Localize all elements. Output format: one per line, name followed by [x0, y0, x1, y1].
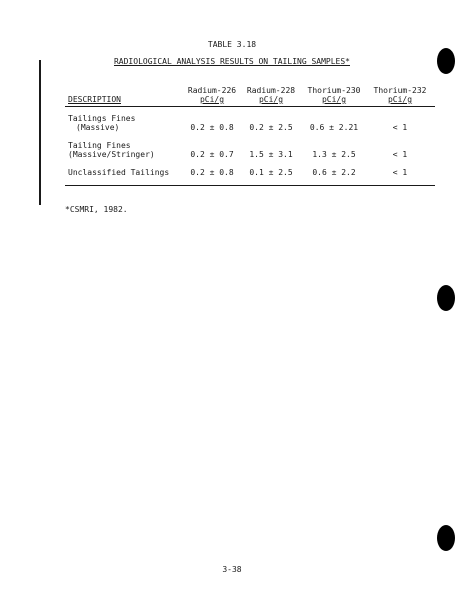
row-2-thorium-232: < 1 — [392, 150, 408, 159]
row-1-radium-226: 0.2 ± 0.8 — [190, 123, 234, 132]
column-unit-radium-228: pCi/g — [258, 95, 284, 104]
column-header-radium-228: Radium-228 — [246, 86, 296, 95]
punch-hole-bottom — [437, 525, 455, 551]
page-number: 3-38 — [222, 565, 242, 574]
row-1-thorium-230: 0.6 ± 2.21 — [309, 123, 359, 132]
table-title: RADIOLOGICAL ANALYSIS RESULTS ON TAILING SAMPLES* — [113, 57, 350, 66]
row-2-label-line1: Tailing Fines — [68, 141, 131, 150]
footnote: *CSMRI, 1982. — [65, 205, 128, 214]
row-3-radium-226: 0.2 ± 0.8 — [190, 168, 234, 177]
row-1-label-line1: Tailings Fines — [68, 114, 136, 123]
column-header-description: DESCRIPTION — [68, 95, 121, 104]
row-2-label-line2: (Massive/Stringer) — [68, 150, 155, 159]
punch-hole-top — [437, 48, 455, 74]
row-3-thorium-230: 0.6 ± 2.2 — [312, 168, 356, 177]
row-3-radium-228: 0.1 ± 2.5 — [249, 168, 293, 177]
row-1-thorium-232: < 1 — [392, 123, 408, 132]
row-1-radium-228: 0.2 ± 2.5 — [249, 123, 293, 132]
column-unit-radium-226: pCi/g — [199, 95, 225, 104]
column-header-thorium-230: Thorium-230 — [307, 86, 361, 95]
table-bottom-rule — [65, 185, 435, 186]
row-3-label-line1: Unclassified Tailings — [68, 168, 170, 177]
column-header-thorium-232: Thorium-232 — [373, 86, 427, 95]
header-rule — [65, 106, 435, 107]
column-header-radium-226: Radium-226 — [187, 86, 237, 95]
row-2-radium-226: 0.2 ± 0.7 — [190, 150, 234, 159]
table-number: TABLE 3.18 — [207, 40, 257, 49]
row-2-thorium-230: 1.3 ± 2.5 — [312, 150, 356, 159]
column-unit-thorium-230: pCi/g — [321, 95, 347, 104]
column-unit-thorium-232: pCi/g — [387, 95, 413, 104]
revision-change-bar — [39, 60, 41, 205]
row-1-label-line2: (Massive) — [76, 123, 120, 132]
row-2-radium-228: 1.5 ± 3.1 — [249, 150, 293, 159]
row-3-thorium-232: < 1 — [392, 168, 408, 177]
punch-hole-middle — [437, 285, 455, 311]
